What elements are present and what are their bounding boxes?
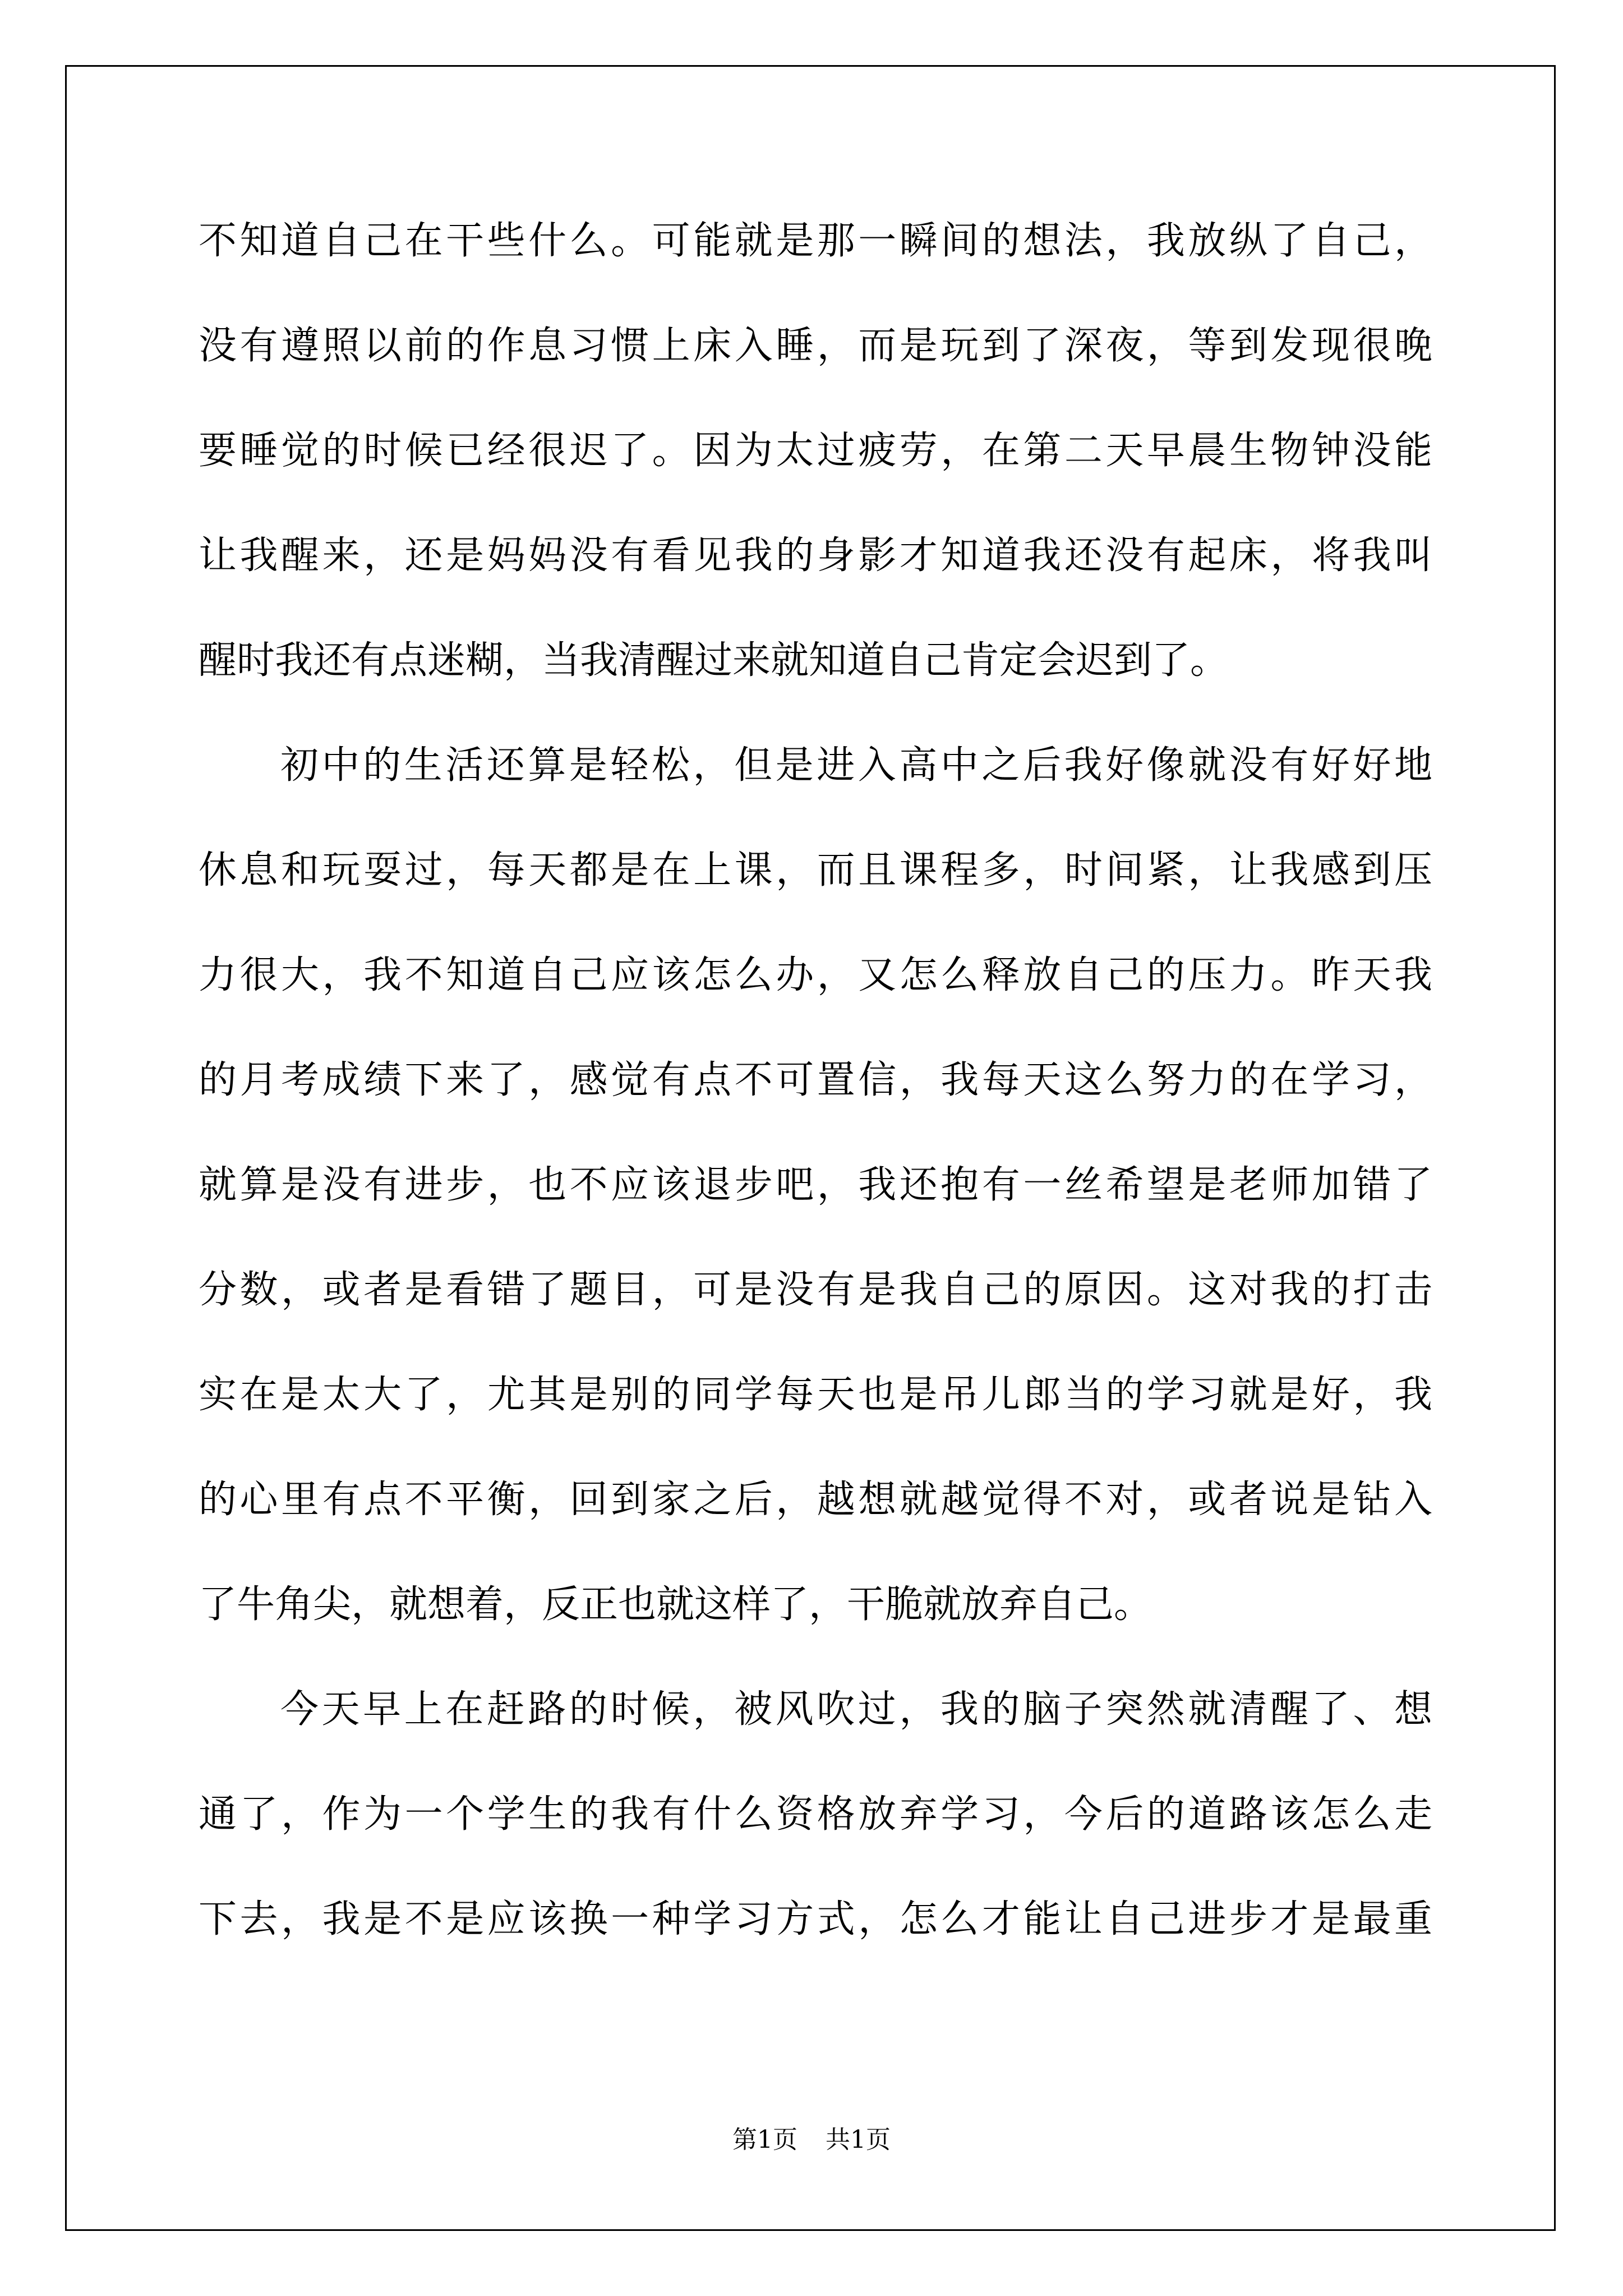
document-body (199, 213, 1432, 1996)
text-line: 实在是太大了，尤其是别的同学每天也是吊儿郎当的学习就是好，我 (199, 1373, 1432, 1417)
text-line: 让我醒来，还是妈妈没有看见我的身影才知道我还没有起床，将我叫 (199, 533, 1432, 578)
text-line: 今天早上在赶路的时候，被风吹过，我的脑子突然就清醒了、想 (280, 1687, 1432, 1732)
text-line: 下去，我是不是应该换一种学习方式，怎么才能让自己进步才是最重 (199, 1897, 1432, 1941)
text-line: 醒时我还有点迷糊，当我清醒过来就知道自己肯定会迟到了。 (199, 638, 1229, 683)
text-line: 的心里有点不平衡，回到家之后，越想就越觉得不对，或者说是钻入 (199, 1478, 1432, 1522)
text-line: 了牛角尖，就想着，反正也就这样了，干脆就放弃自己。 (199, 1582, 1152, 1627)
text-line: 分数，或者是看错了题目，可是没有是我自己的原因。这对我的打击 (199, 1268, 1432, 1312)
page-number-current: 第1页 (732, 2125, 797, 2154)
text-line: 不知道自己在干些什么。可能就是那一瞬间的想法，我放纵了自己， (199, 219, 1432, 263)
text-line: 初中的生活还算是轻松，但是进入高中之后我好像就没有好好地 (280, 743, 1432, 788)
text-line: 的月考成绩下来了，感觉有点不可置信，我每天这么努力的在学习， (199, 1058, 1432, 1102)
text-line: 就算是没有进步，也不应该退步吧，我还抱有一丝希望是老师加错了 (199, 1163, 1432, 1207)
text-line: 没有遵照以前的作息习惯上床入睡，而是玩到了深夜，等到发现很晚 (199, 324, 1432, 368)
page-number-total: 共1页 (826, 2125, 891, 2154)
text-line: 休息和玩耍过，每天都是在上课，而且课程多，时间紧，让我感到压 (199, 848, 1432, 892)
text-line: 通了，作为一个学生的我有什么资格放弃学习，今后的道路该怎么走 (199, 1792, 1432, 1837)
page-footer (0, 2123, 1623, 2157)
text-line: 力很大，我不知道自己应该怎么办，又怎么释放自己的压力。昨天我 (199, 953, 1432, 997)
text-line: 要睡觉的时候已经很迟了。因为太过疲劳，在第二天早晨生物钟没能 (199, 429, 1432, 473)
